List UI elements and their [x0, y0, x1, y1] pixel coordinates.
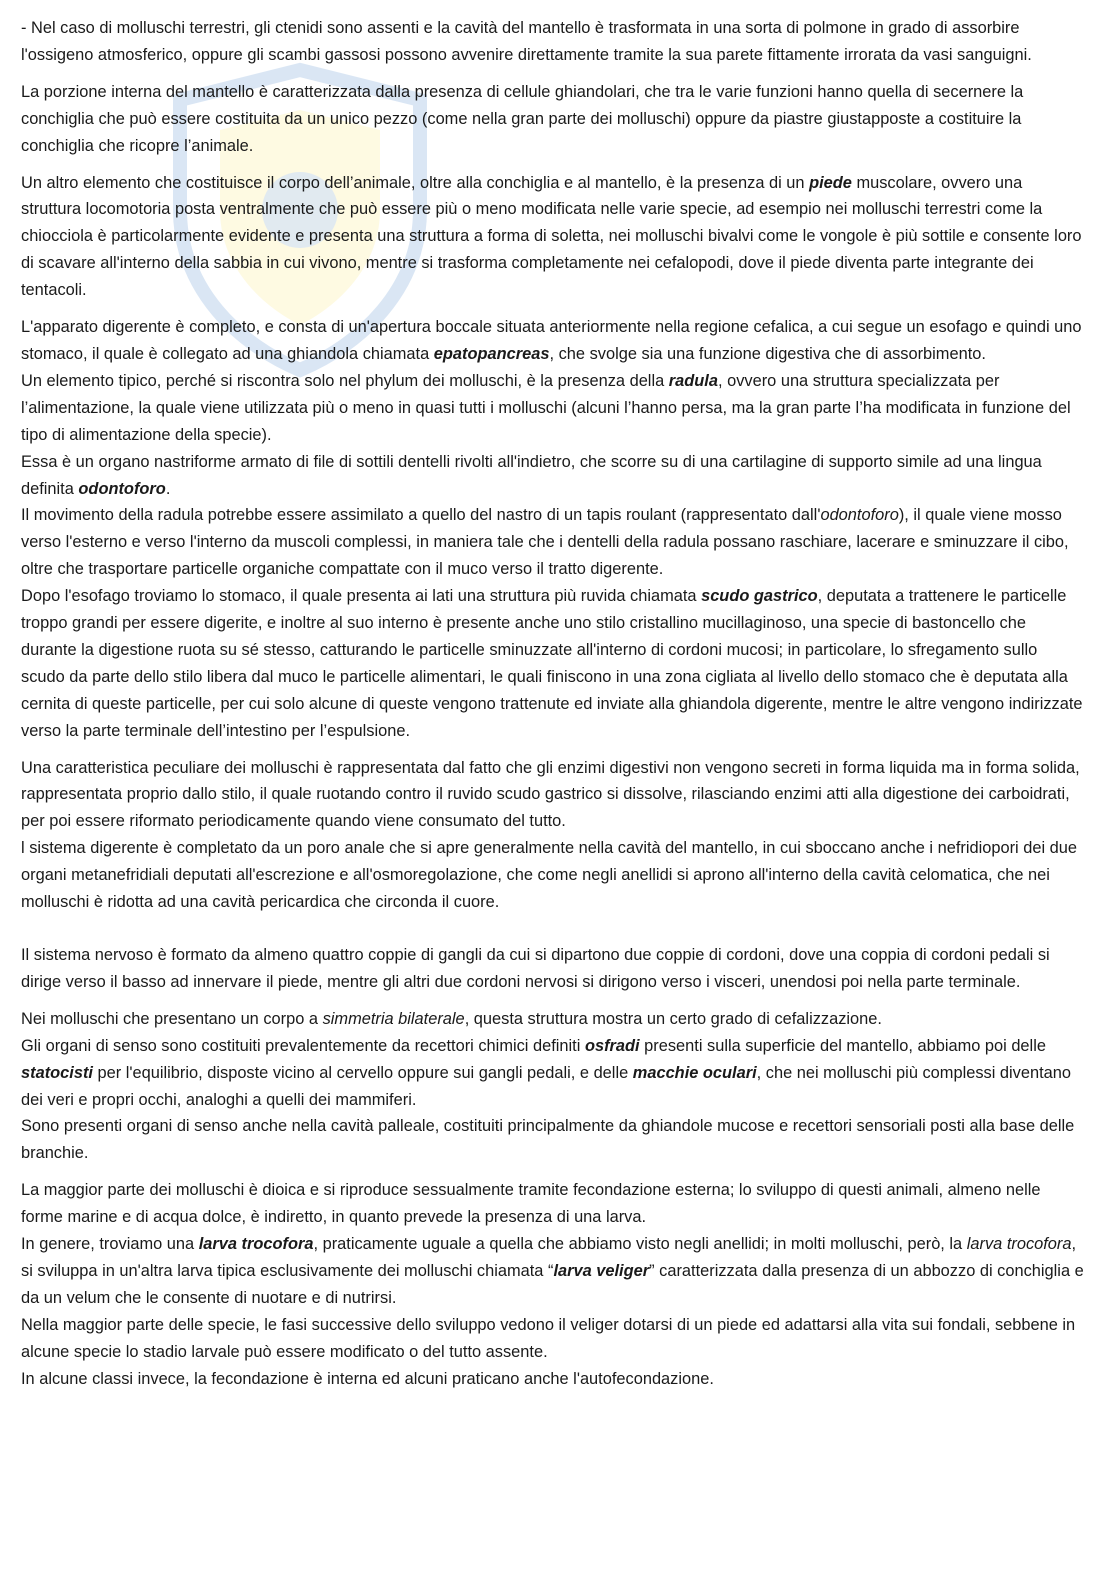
paragraph-text: , che svolge sia una funzione digestiva che di assorbimento. — [549, 344, 986, 363]
paragraph-text: Gli organi di senso sono costituiti prevalentemente da recettori chimici definiti — [21, 1036, 585, 1055]
paragraph — [21, 79, 1085, 160]
paragraph-text: ), il quale viene mosso verso l'esterno e verso l'interno da muscoli complessi, in maniera tale che i dentelli della radula possano raschiare, lacerare e sminuzzare il cibo, oltre che trasportare particelle organiche compattate con il muco verso il tratto digerente. — [21, 506, 1069, 579]
paragraph — [21, 942, 1085, 996]
paragraph-text: . — [165, 479, 171, 498]
key-term: statocisti — [21, 1063, 93, 1082]
paragraph-text: muscolare, ovvero una struttura locomotoria posta ventralmente che può essere più o meno modificata nelle varie specie, ad esempio nei molluschi terrestri come la chiocciola è particolarmente evidente e presenta una struttura a forma di soletta, nei molluschi bivalvi come le vongole è più sottile e consente loro di scavare all'interno della sabbia in cui vivono, mentre si trasforma completamente nei cefalopodi, dove il piede diventa parte integrante dei tentacoli. — [21, 173, 1082, 300]
paragraph-text: , praticamente uguale a quella che abbiamo visto negli anellidi; in molti molluschi, però, la — [313, 1235, 967, 1254]
paragraph-text: Essa è un organo nastriforme armato di file di sottili dentelli rivolti all'indietro, che scorre su di una cartilagine di supporto simile ad una lingua definita — [21, 452, 1042, 498]
key-term: osfradi — [584, 1036, 640, 1055]
paragraph — [21, 170, 1085, 305]
paragraph-text: Un altro elemento che costituisce il corpo dell’animale, oltre alla conchiglia e al mantello, è la presenza di un — [21, 173, 810, 192]
paragraph — [21, 1113, 1085, 1167]
paragraph — [21, 835, 1085, 916]
paragraph-text: Nella maggior parte delle specie, le fasi successive dello sviluppo vedono il veliger dotarsi di un piede ed adattarsi alla vita sui fondali, sebbene in alcune specie lo stadio larvale può essere modificato o del tutto assente. — [21, 1315, 1076, 1361]
italic-term: larva trocofora — [966, 1235, 1072, 1254]
document-body — [21, 15, 1085, 1393]
key-term: epatopancreas — [433, 344, 550, 363]
paragraph-text: , si sviluppa in un'altra larva tipica esclusivamente dei molluschi chiamata “ — [21, 1235, 1077, 1280]
paragraph-text: In alcune classi invece, la fecondazione è interna ed alcuni praticano anche l'autofecondazione. — [21, 1369, 714, 1388]
italic-term: odontoforo — [820, 506, 899, 525]
paragraph-text: Il sistema nervoso è formato da almeno quattro coppie di gangli da cui si dipartono due coppie di cordoni, dove una coppia di cordoni pedali si dirige verso il basso ad innervare il piede, mentre gli altri due cordoni nervosi si dirigono verso i visceri, unendosi poi nella parte terminale. — [21, 946, 1050, 991]
key-term: macchie oculari — [632, 1063, 757, 1082]
paragraph — [21, 502, 1085, 583]
paragraph — [21, 1006, 1085, 1033]
key-term: scudo gastrico — [701, 587, 818, 606]
paragraph — [21, 368, 1085, 449]
paragraph-text: presenti sulla superficie del mantello, abbiamo poi delle — [639, 1036, 1046, 1055]
paragraph — [21, 1231, 1085, 1312]
paragraph-text: l sistema digerente è completato da un poro anale che si apre generalmente nella cavità del mantello, in cui sboccano anche i nefridiopori dei due organi metanefridiali deputati all'escrezione e all'osmoregolazione, che come negli anellidi si aprono all'interno della cavità celomatica, che nei molluschi è ridotta ad una cavità pericardica che circonda il cuore. — [21, 839, 1078, 912]
paragraph-text: , deputata a trattenere le particelle troppo grandi per essere digerite, e inoltre al suo interno è presente anche uno stilo cristallino mucillaginoso, una specie di bastoncello che durante la digestione ruota su sé stesso, catturando le particelle sminuzzate all'interno di cordoni mucosi; in particolare, lo sfregamento sullo scudo da parte dello stilo libera dal muco le particelle alimentari, le quali finiscono in una zona cigliata al livello dello stomaco che è deputata alla cernita di queste particelle, per cui solo alcune di queste vengono trattenute ed inviate alla ghiandola digerente, mentre le altre vengono indirizzate verso la parte terminale dell’intestino per l’espulsione. — [21, 587, 1083, 740]
key-term: piede — [809, 173, 852, 192]
key-term: larva trocofora — [198, 1235, 314, 1254]
paragraph — [21, 1366, 1085, 1393]
italic-term: simmetria bilaterale — [322, 1009, 465, 1028]
paragraph-text: Una caratteristica peculiare dei molluschi è rappresentata dal fatto che gli enzimi digestivi non vengono secreti in forma liquida ma in forma solida, rappresentata proprio dallo stilo, il quale ruotando contro il ruvido scudo gastrico si dissolve, rilasciando enzimi atti alla digestione dei carboidrati, per poi essere riformato periodicamente quando viene consumato del tutto. — [21, 758, 1080, 831]
key-term: larva veliger — [553, 1261, 650, 1280]
paragraph-text: Il movimento della radula potrebbe essere assimilato a quello del nastro di un tapis roulant (rappresentato dall' — [21, 506, 821, 525]
key-term: odontoforo — [78, 479, 166, 498]
paragraph-text: Dopo l'esofago troviamo lo stomaco, il quale presenta ai lati una struttura più ruvida chiamata — [21, 587, 702, 606]
paragraph — [21, 1177, 1085, 1231]
paragraph-text: L'apparato digerente è completo, e consta di un'apertura boccale situata anteriormente nella regione cefalica, a cui segue un esofago e quindi uno stomaco, il quale è collegato ad una ghiandola chiamata — [21, 318, 1082, 363]
paragraph — [21, 1312, 1085, 1366]
paragraph-text: , che nei molluschi più complessi diventano dei veri e propri occhi, analoghi a quelli dei mammiferi. — [21, 1063, 1071, 1109]
paragraph-text: Nei molluschi che presentano un corpo a — [21, 1009, 323, 1028]
paragraph — [21, 15, 1085, 69]
paragraph-text: La porzione interna del mantello è caratterizzata dalla presenza di cellule ghiandolari, che tra le varie funzioni hanno quella di secernere la conchiglia che può essere costituita da un unico pezzo (come nella gran parte dei molluschi) oppure da piastre giustapposte a costituire la conchiglia che ricopre l’animale. — [21, 82, 1024, 155]
paragraph-text: , questa struttura mostra un certo grado di cefalizzazione. — [464, 1009, 882, 1028]
paragraph — [21, 1033, 1085, 1114]
paragraph-text: In genere, troviamo una — [21, 1235, 199, 1254]
paragraph — [21, 583, 1085, 744]
key-term: radula — [668, 371, 718, 390]
paragraph-text: , ovvero una struttura specializzata per l’alimentazione, la quale viene utilizzata più o meno in quasi tutti i molluschi (alcuni l’hanno persa, ma la gran parte l’ha modificata in funzione del tipo di alimentazione della specie). — [21, 371, 1071, 444]
paragraph-text: Sono presenti organi di senso anche nella cavità palleale, costituiti principalmente da ghiandole mucose e recettori sensoriali posti alla base delle branchie. — [21, 1117, 1075, 1163]
paragraph — [21, 449, 1085, 503]
paragraph-text: - Nel caso di molluschi terrestri, gli ctenidi sono assenti e la cavità del mantello è trasformata in una sorta di polmone in grado di assorbire l'ossigeno atmosferico, oppure gli scambi gassosi possono avvenire direttamente tramite la sua parete fittamente irrorata da vasi sanguigni. — [21, 19, 1032, 64]
paragraph-text: per l'equilibrio, disposte vicino al cervello oppure sui gangli pedali, e delle — [92, 1063, 633, 1082]
paragraph-text: Un elemento tipico, perché si riscontra solo nel phylum dei molluschi, è la presenza della — [21, 371, 669, 390]
paragraph — [21, 755, 1085, 836]
paragraph-text: ” caratterizzata dalla presenza di un abbozzo di conchiglia e da un velum che le consente di nuotare e di nutrirsi. — [21, 1261, 1084, 1307]
paragraph — [21, 314, 1085, 368]
paragraph-text: La maggior parte dei molluschi è dioica e si riproduce sessualmente tramite fecondazione esterna; lo sviluppo di questi animali, almeno nelle forme marine e di acqua dolce, è indiretto, in quanto prevede la presenza di una larva. — [21, 1181, 1041, 1227]
